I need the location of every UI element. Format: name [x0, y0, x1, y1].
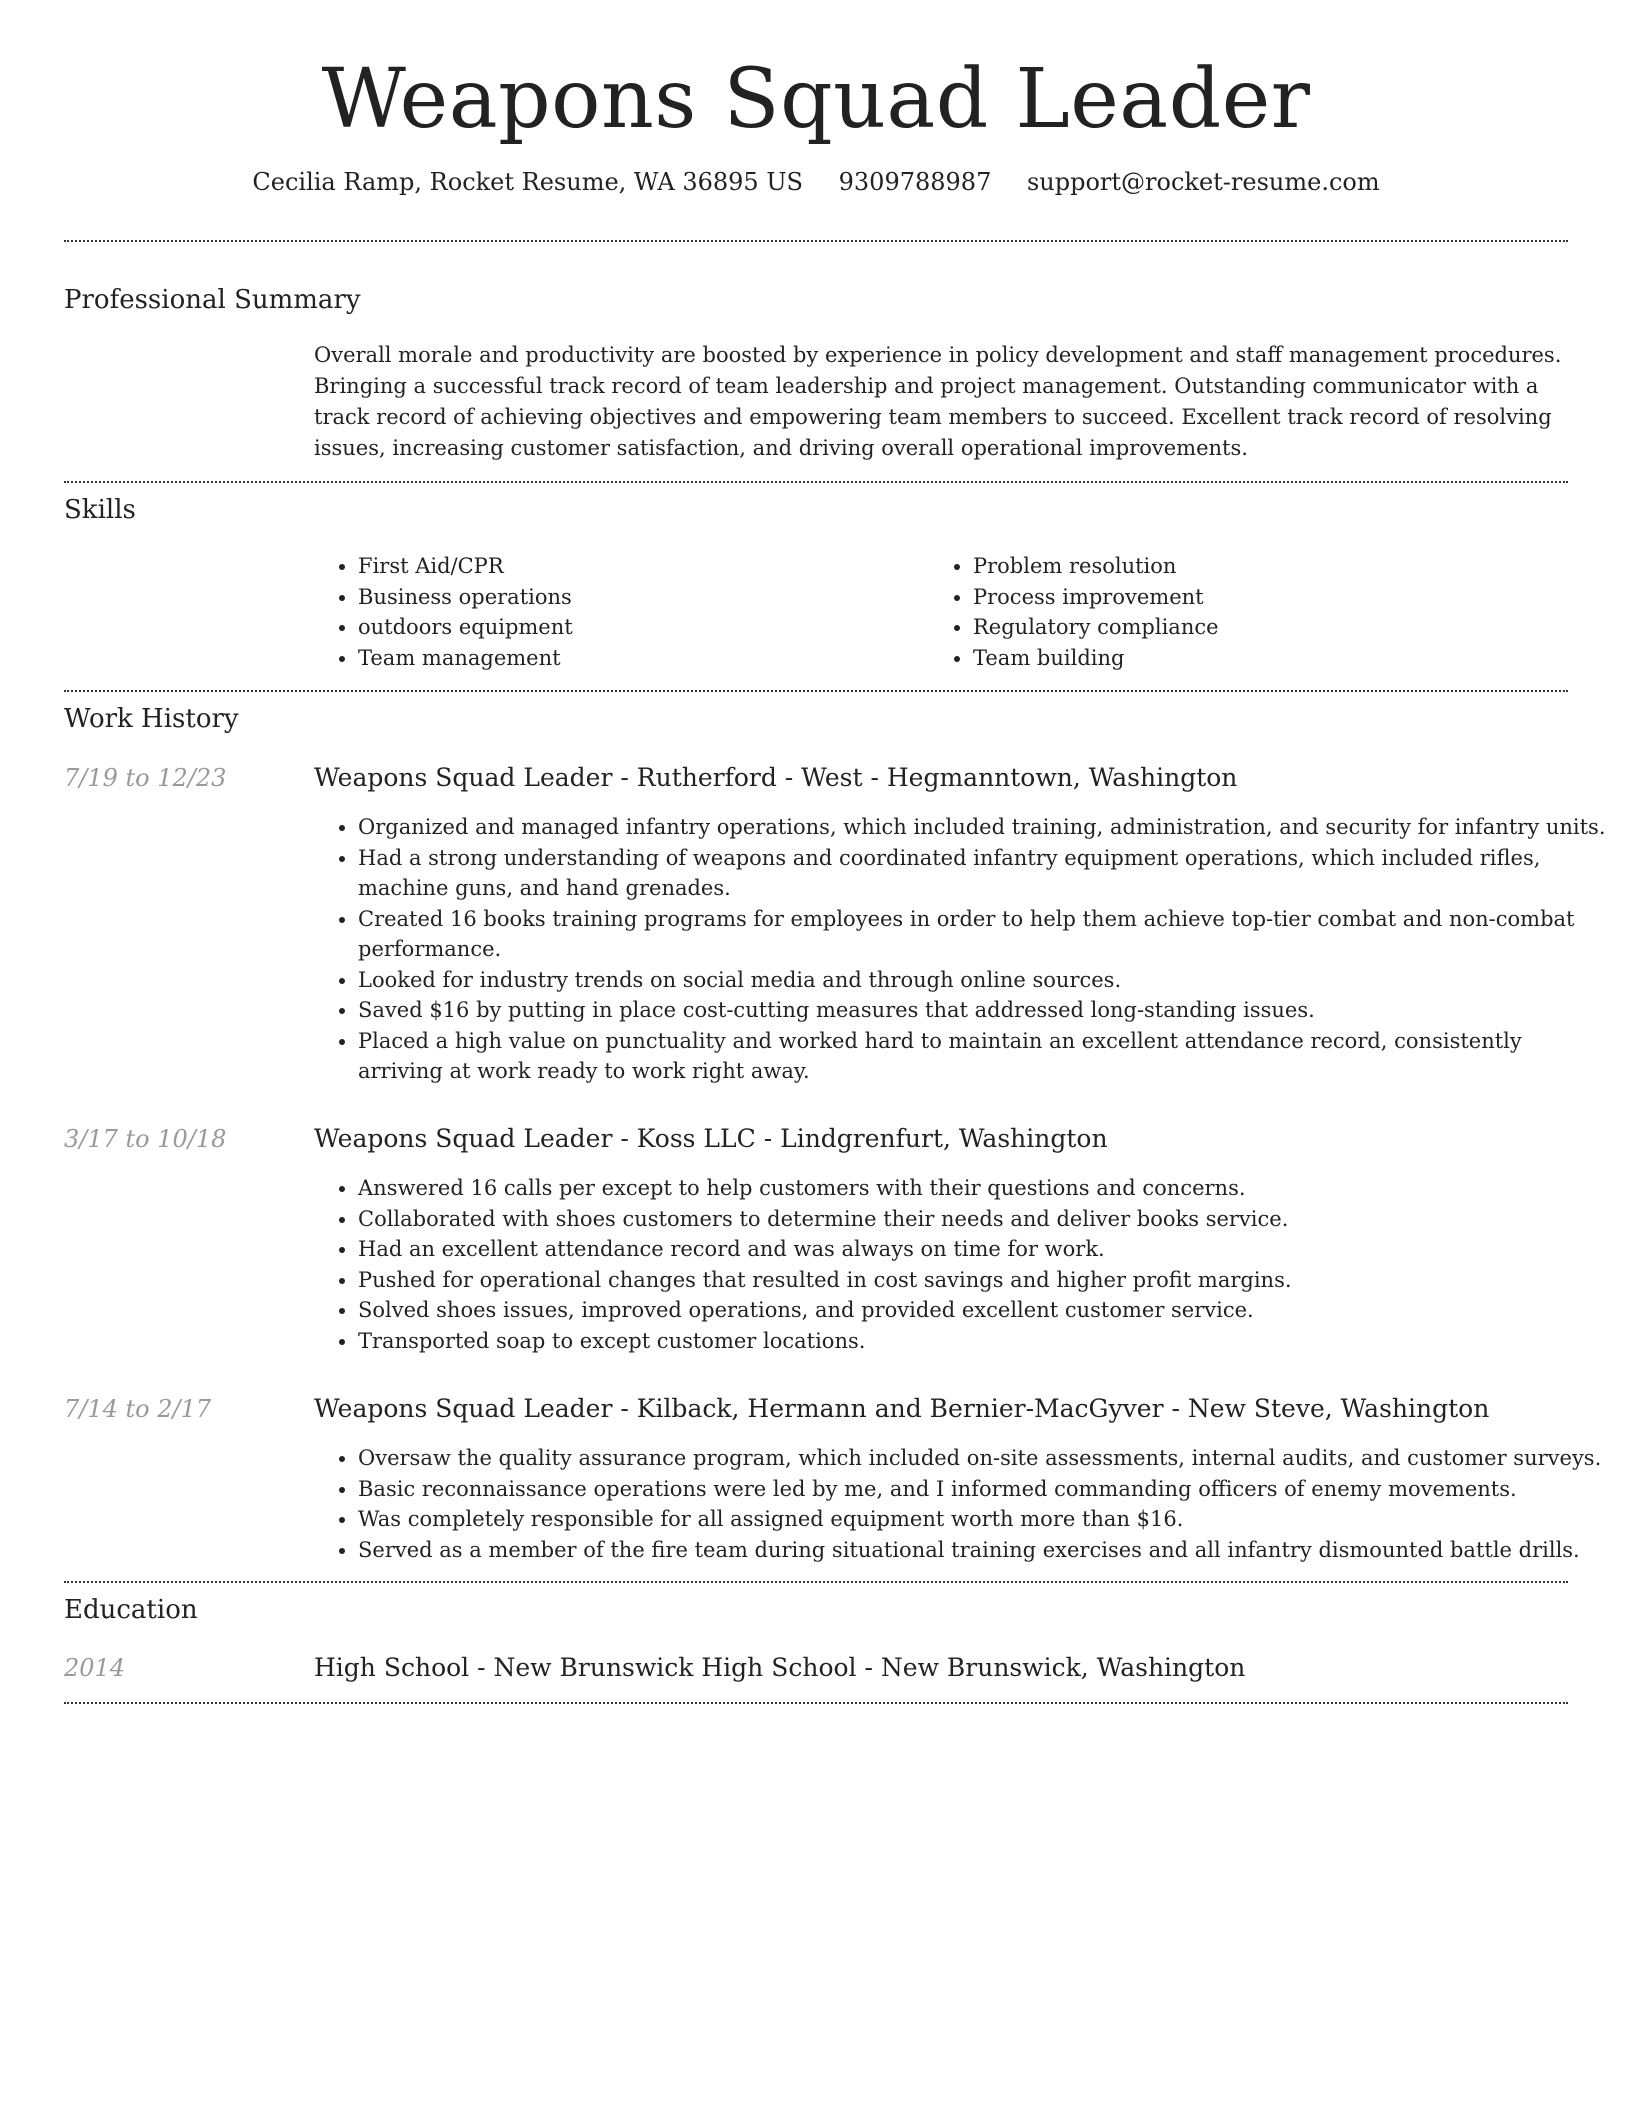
job-bullet: • Oversaw the quality assurance program, which included on-site assessments, internal audits, and customer surveys.	[358, 1443, 1612, 1474]
job-bullet: • Looked for industry trends on social media and through online sources.	[358, 965, 1612, 996]
job-bullet: • Organized and managed infantry operations, which included training, administration, and security for infantry units.	[358, 812, 1612, 843]
skill-item: • Team building	[973, 643, 1573, 674]
divider	[64, 690, 1568, 692]
resume-name: Weapons Squad Leader	[321, 52, 1311, 147]
skill-item: • Team management	[358, 643, 928, 674]
resume-page	[64, 0, 1606, 1682]
job-title: Weapons Squad Leader - Koss LLC - Lindgrenfurt, Washington	[314, 1124, 1108, 1153]
section-title-work-history: Work History	[64, 704, 239, 734]
skills-list-right	[929, 551, 1573, 673]
skill-item: • Problem resolution	[973, 551, 1573, 582]
section-title-education: Education	[64, 1595, 198, 1625]
skill-item: • Regulatory compliance	[973, 612, 1573, 643]
job-bullet: • Had a strong understanding of weapons and coordinated infantry equipment operations, which included rifles, machine guns, and hand grenades.	[358, 843, 1612, 904]
job-bullet: • Answered 16 calls per except to help customers with their questions and concerns.	[358, 1173, 1612, 1204]
job-bullet: • Created 16 books training programs for employees in order to help them achieve top-tier combat and non-combat performance.	[358, 904, 1612, 965]
job-bullet: • Served as a member of the fire team during situational training exercises and all infantry dismounted battle drills.	[358, 1535, 1612, 1566]
section-title-skills: Skills	[64, 495, 136, 525]
skill-item: • outdoors equipment	[358, 612, 928, 643]
contact-phone: 9309788987	[838, 168, 992, 196]
divider	[64, 1581, 1568, 1583]
job-bullet: • Was completely responsible for all assigned equipment worth more than $16.	[358, 1504, 1612, 1535]
contact-address: Cecilia Ramp, Rocket Resume, WA 36895 US	[252, 168, 803, 196]
skill-item: • First Aid/CPR	[358, 551, 928, 582]
skills-list-left	[314, 551, 928, 673]
job-bullet: • Collaborated with shoes customers to determine their needs and deliver books service.	[358, 1204, 1612, 1235]
divider	[64, 1702, 1568, 1704]
contact-line	[64, 166, 1568, 198]
job-bullet: • Placed a high value on punctuality and worked hard to maintain an excellent attendance record, consistently arriving at work ready to work right away.	[358, 1026, 1612, 1087]
job-bullet: • Basic reconnaissance operations were led by me, and I informed commanding officers of enemy movements.	[358, 1474, 1612, 1505]
skill-item: • Business operations	[358, 582, 928, 613]
education-title: High School - New Brunswick High School - New Brunswick, Washington	[314, 1653, 1246, 1682]
summary-text: Overall morale and productivity are boosted by experience in policy development and staff management procedures. Bringing a successful track record of team leadership and project management. Outstanding communicator with a track record of achieving objectives and empowering team members to succeed. Excellent track record of resolving issues, increasing customer satisfaction, and driving overall operational improvements.	[314, 343, 1562, 460]
job-dates: 3/17 to 10/18	[64, 1125, 227, 1153]
education-date: 2014	[64, 1654, 126, 1682]
job-dates: 7/19 to 12/23	[64, 764, 227, 792]
contact-email: support@rocket-resume.com	[1026, 168, 1380, 196]
job-bullet: • Pushed for operational changes that resulted in cost savings and higher profit margins.	[358, 1265, 1612, 1296]
job-title: Weapons Squad Leader - Rutherford - West - Hegmanntown, Washington	[314, 763, 1238, 792]
job-bullets	[314, 1443, 1612, 1565]
job-bullets	[314, 1173, 1612, 1356]
job-bullet: • Had an excellent attendance record and was always on time for work.	[358, 1234, 1612, 1265]
job-bullet: • Saved $16 by putting in place cost-cutting measures that addressed long-standing issues.	[358, 995, 1612, 1026]
job-bullets	[314, 812, 1612, 1087]
job-dates: 7/14 to 2/17	[64, 1395, 212, 1423]
skill-item: • Process improvement	[973, 582, 1573, 613]
section-title-summary: Professional Summary	[64, 285, 361, 315]
job-bullet: • Solved shoes issues, improved operations, and provided excellent customer service.	[358, 1295, 1612, 1326]
divider	[64, 240, 1568, 242]
job-title: Weapons Squad Leader - Kilback, Hermann and Bernier-MacGyver - New Steve, Washington	[314, 1394, 1490, 1423]
job-bullet: • Transported soap to except customer locations.	[358, 1326, 1612, 1357]
divider	[64, 481, 1568, 483]
